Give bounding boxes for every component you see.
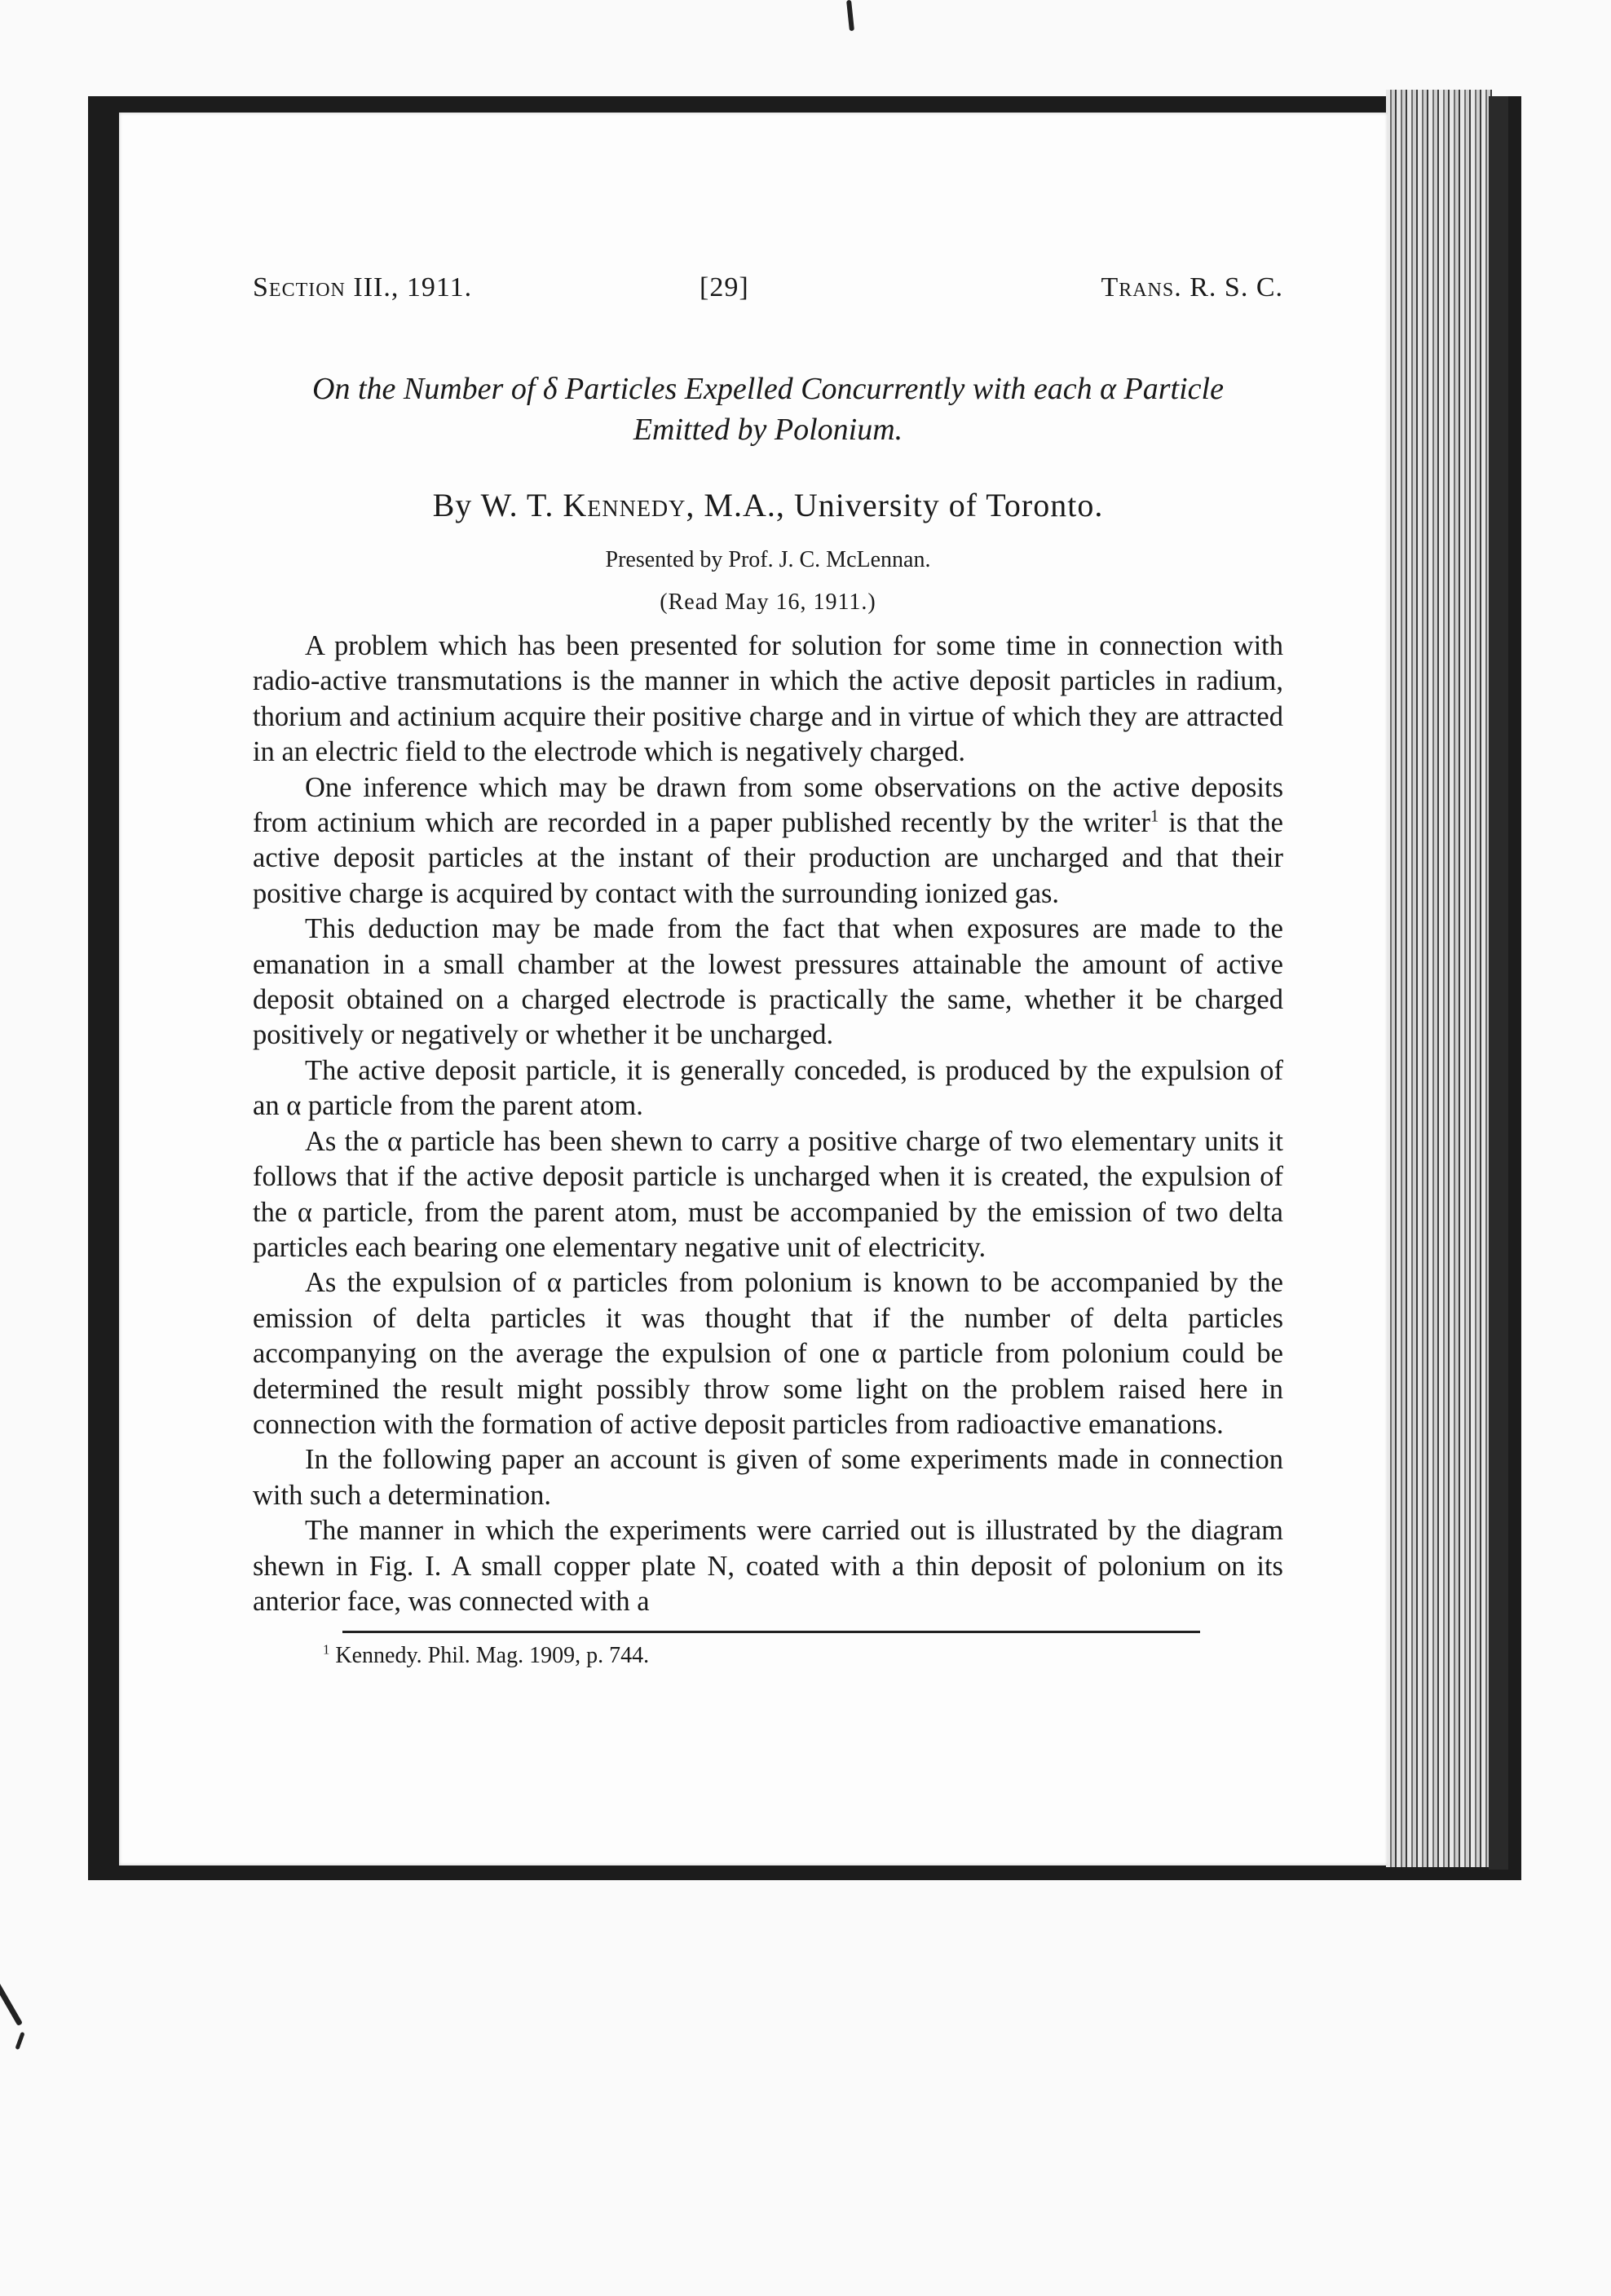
book-edge-shadow	[1489, 96, 1508, 1870]
paragraph: The manner in which the experiments were carried out is illustrated by the diagram shewn in Fig. I. A small copper plate N, coated with a thin deposit of polonium on its anterior face, was connected with a	[253, 1515, 1283, 1617]
paragraph: This deduction may be made from the fact that when exposures are made to the emanation in a small chamber at the lowest pressures attainable the amount of active deposit obtained on a charged electrode is practically the same, whether it be charged positively or negatively or whether it be uncharged.	[253, 913, 1283, 1051]
scan-mark	[15, 2032, 24, 2050]
footnote	[323, 1643, 1283, 1669]
page-sheet	[119, 113, 1388, 1866]
presented-by: Presented by Prof. J. C. McLennan.	[605, 547, 931, 572]
page-number: [29]	[700, 272, 749, 302]
article-title-line-2: Emitted by Polonium.	[633, 413, 903, 447]
footnote-reference: 1	[1150, 807, 1159, 826]
article-title-line-1: On the Number of δ Particles Expelled Concurrently with each α Particle	[312, 372, 1224, 406]
paragraph-text: is that the active deposit particles at the instant of their production are uncharged and that their positive charge is acquired by contact with the surrounding ionized gas.	[253, 807, 1283, 909]
paragraph	[253, 770, 1283, 912]
paragraph: In the following paper an account is given of some experiments made in connection with such a determination.	[253, 1444, 1283, 1511]
scan-mark	[846, 0, 854, 31]
book-fore-edge	[1386, 90, 1492, 1867]
paragraph: A problem which has been presented for solution for some time in connection with radio-active transmutations is the manner in which the active deposit particles in radium, thorium and actinium acquire their positive charge and in virtue of which they are attracted in an electric field to the electrode which is negatively charged.	[253, 630, 1283, 768]
byline-prefix: By W. T.	[432, 487, 563, 523]
running-head-section: Section III., 1911.	[253, 272, 473, 302]
author-name: Kennedy	[563, 487, 686, 523]
article-title	[253, 369, 1283, 450]
footnote-divider	[342, 1631, 1200, 1633]
page-content	[253, 272, 1283, 1669]
running-head	[253, 272, 1283, 315]
paragraph: As the α particle has been shewn to carry a positive charge of two elementary units it follows that if the active deposit particle is uncharged when it is created, the expulsion of the α particle, from the parent atom, must be accompanied by the emission of two delta particles each bearing one elementary negative unit of electricity.	[253, 1125, 1283, 1263]
paragraph: The active deposit particle, it is generally conceded, is produced by the expulsion of an α particle from the parent atom.	[253, 1054, 1283, 1122]
footnote-text: Kennedy. Phil. Mag. 1909, p. 744.	[329, 1643, 650, 1669]
paragraph: As the expulsion of α particles from polonium is known to be accompanied by the emission of delta particles it was thought that if the number of delta particles accompanying on the average the expulsion of one α particle from polonium could be determined the result might possibly throw some light on the problem raised here in connection with the formation of active deposit particles from radioactive emanations.	[253, 1267, 1283, 1440]
read-date: (Read May 16, 1911.)	[660, 589, 876, 615]
scan-mark	[0, 1974, 23, 2026]
author-affiliation: , M.A., University of Toronto.	[686, 487, 1104, 523]
running-head-journal: Trans. R. S. C.	[1101, 272, 1283, 302]
author-byline	[253, 486, 1283, 524]
footnote-marker: 1	[323, 1642, 330, 1658]
article-body	[253, 629, 1283, 1619]
paragraph-text: One inference which may be drawn from some observations on the active deposits from actinium which are recorded in a paper published recently by the writer	[253, 771, 1283, 839]
